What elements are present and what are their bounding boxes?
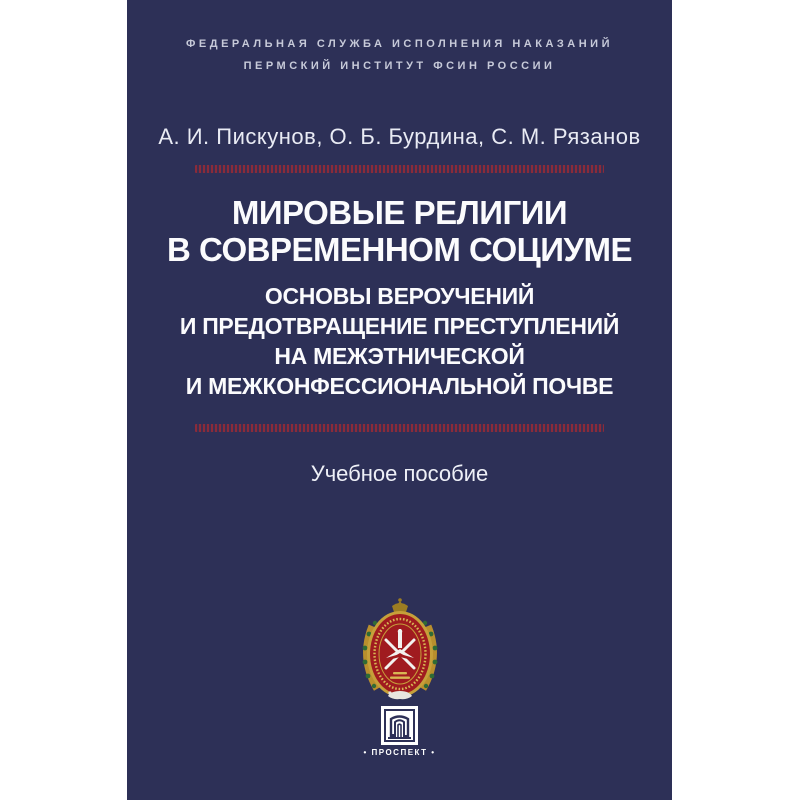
- subtitle-line-2: И ПРЕДОТВРАЩЕНИЕ ПРЕСТУПЛЕНИЙ: [179, 313, 620, 339]
- title-line-1: МИРОВЫЕ РЕЛИГИИ: [231, 194, 568, 231]
- publisher-name: • ПРОСПЕКТ •: [363, 748, 436, 757]
- book-cover: [127, 0, 672, 800]
- institution-header: [127, 33, 672, 77]
- subtitle-line-3: НА МЕЖЭТНИЧЕСКОЙ: [274, 343, 525, 369]
- prospekt-arch-logo-icon: [381, 706, 418, 745]
- perm-institute-fsin-crest-icon: [355, 596, 445, 719]
- subtitle-line-4: И МЕЖКОНФЕССИОНАЛЬНОЙ ПОЧВЕ: [185, 373, 614, 399]
- institution-line-2: ПЕРМСКИЙ ИНСТИТУТ ФСИН РОССИИ: [243, 60, 556, 72]
- subtitle-line-1: ОСНОВЫ ВЕРОУЧЕНИЙ: [264, 283, 535, 309]
- authors-line: А. И. Пискунов, О. Б. Бурдина, С. М. Рязанов: [158, 124, 641, 149]
- institution-line-1: ФЕДЕРАЛЬНАЯ СЛУЖБА ИСПОЛНЕНИЯ НАКАЗАНИЙ: [186, 38, 613, 50]
- title-line-2: В СОВРЕМЕННОМ СОЦИУМЕ: [166, 231, 633, 268]
- edition-type: Учебное пособие: [310, 461, 489, 486]
- striped-divider-bottom: [195, 424, 604, 432]
- striped-divider-top: [195, 165, 604, 173]
- book-subtitle: [127, 281, 672, 401]
- publisher-block: [127, 706, 672, 757]
- book-title: [127, 194, 672, 268]
